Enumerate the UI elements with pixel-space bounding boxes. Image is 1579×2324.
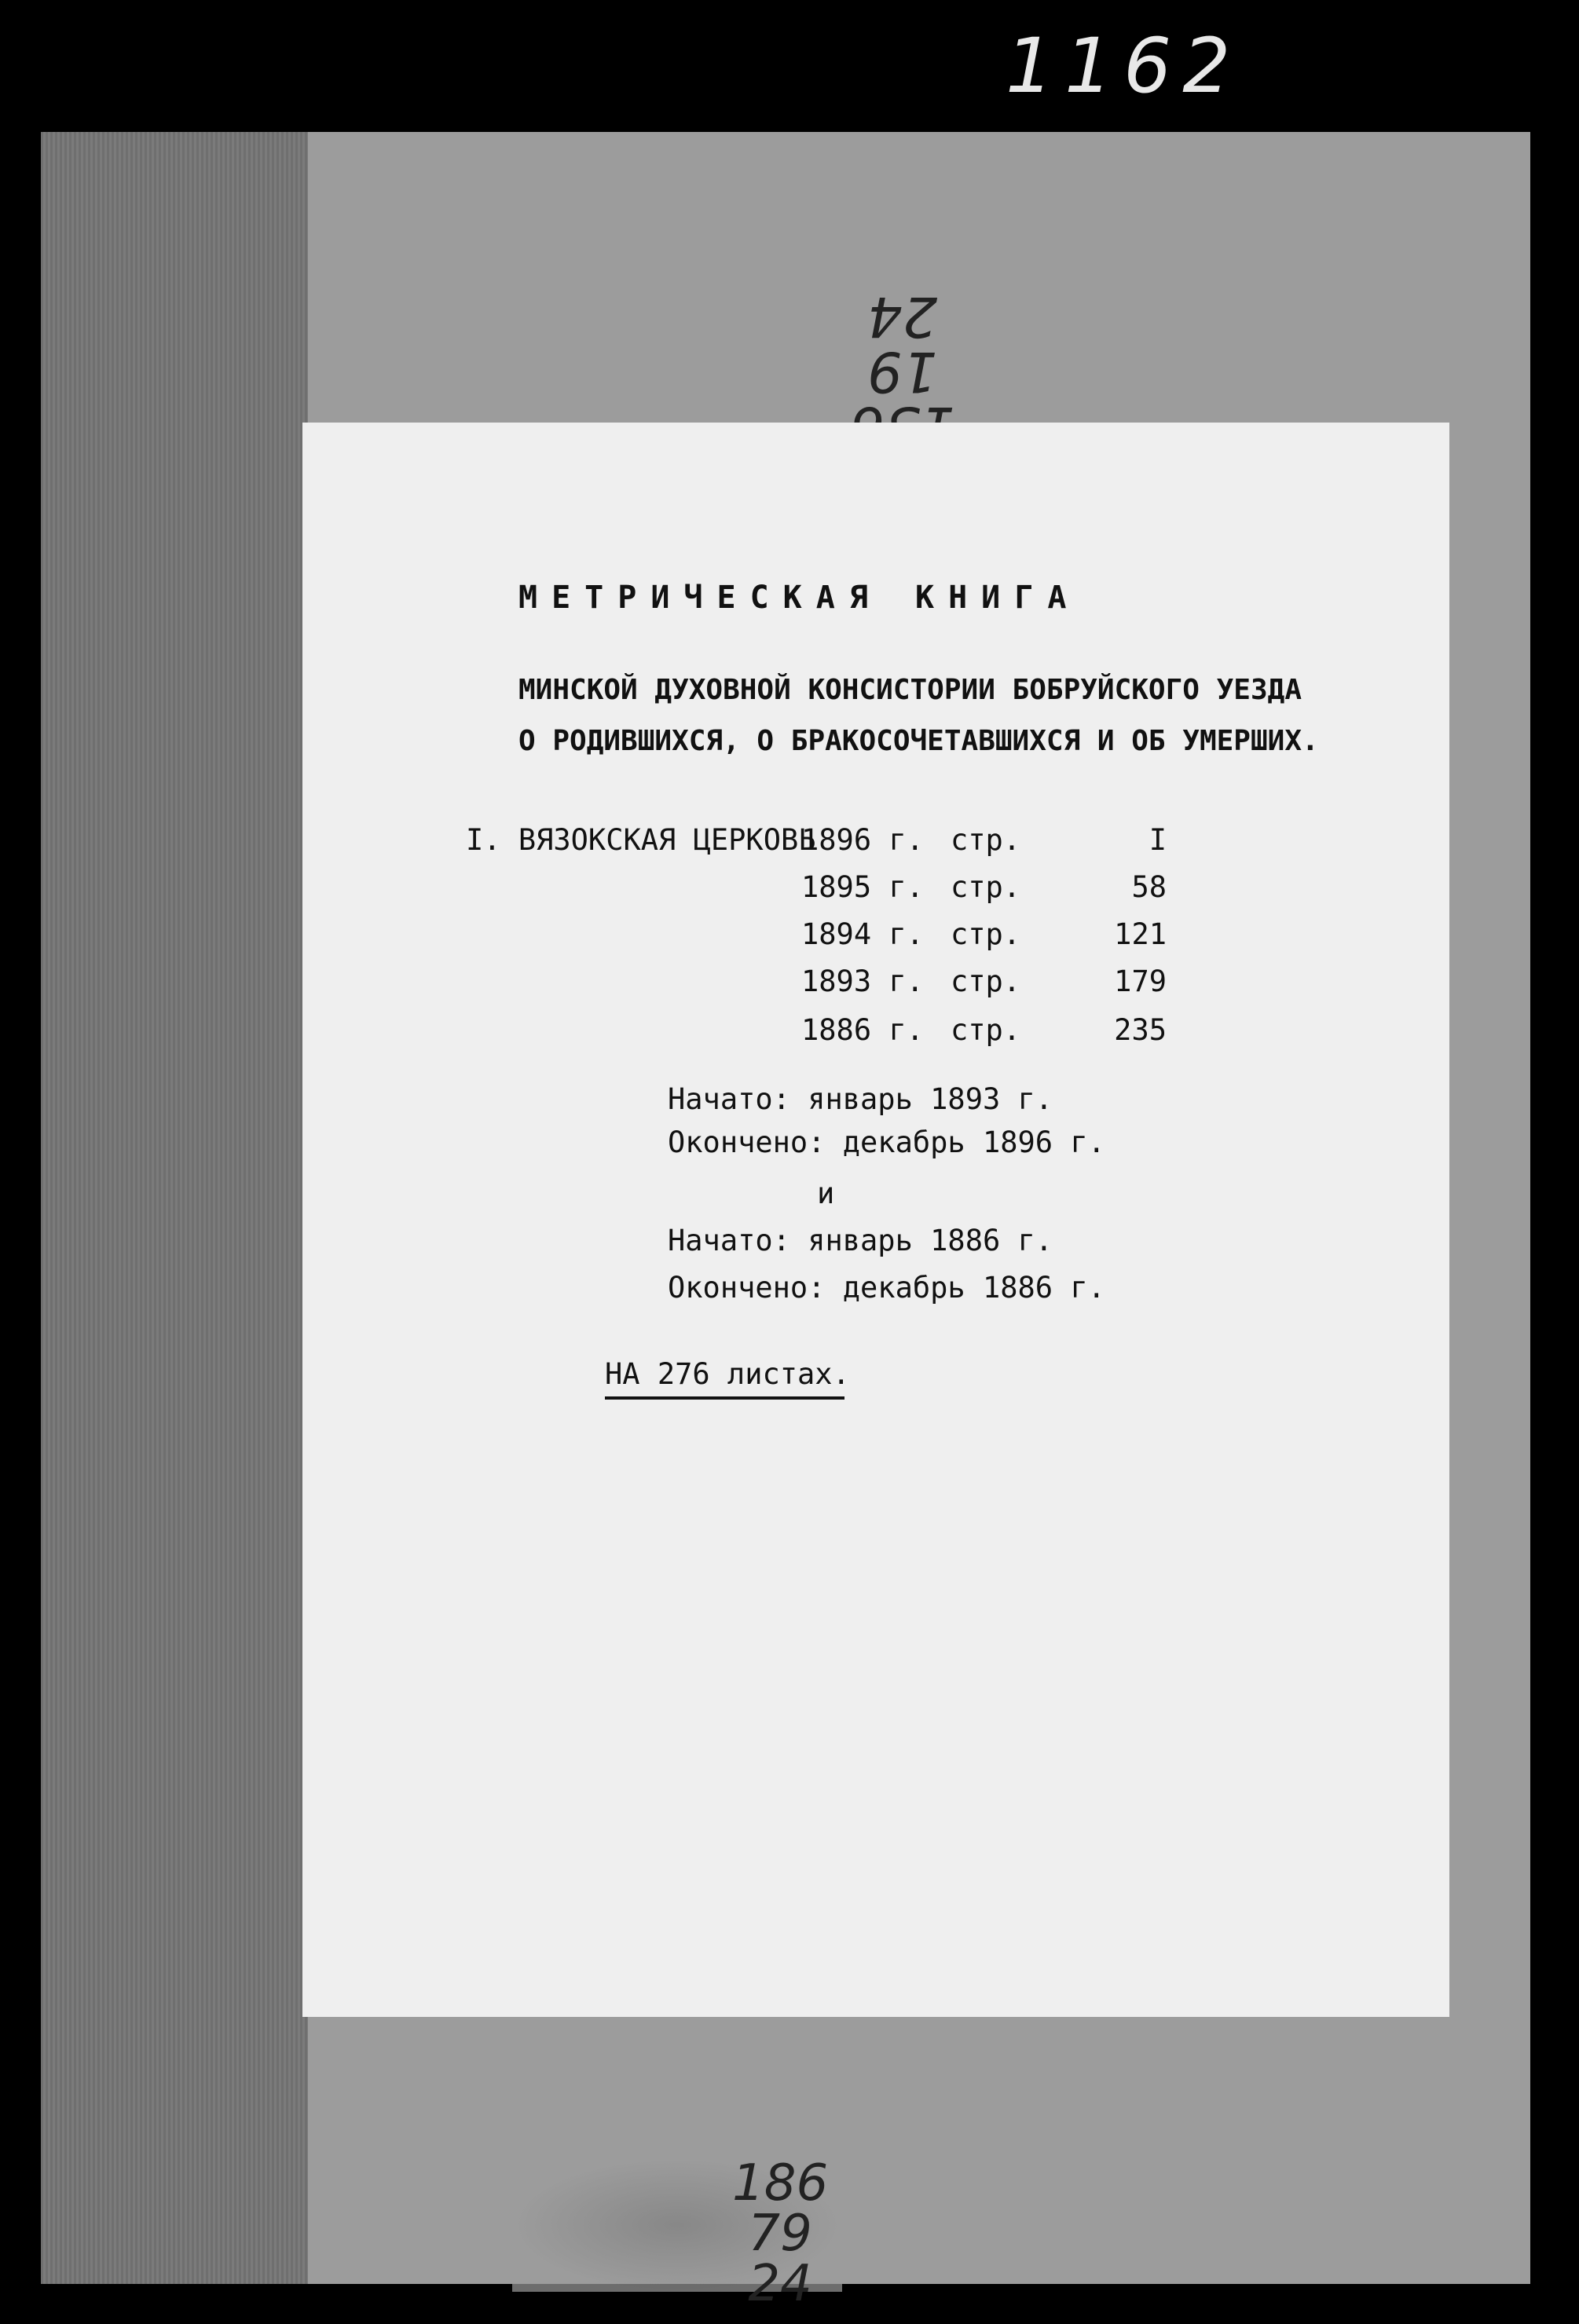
entry-page-label: стр. — [951, 870, 1021, 904]
conjunction: и — [817, 1177, 835, 1210]
period2-start: Начато: январь 1886 г. — [668, 1224, 1053, 1257]
period1-start: Начато: январь 1893 г. — [668, 1082, 1053, 1116]
sheets-underline — [605, 1396, 844, 1400]
entry-page-label: стр. — [951, 823, 1021, 857]
document-title: МЕТРИЧЕСКАЯ КНИГА — [518, 580, 1081, 616]
entry-year: 1896 г. — [801, 823, 924, 857]
entry-year: 1894 г. — [801, 917, 924, 951]
title-sheet — [302, 423, 1449, 2017]
entry-year: 1893 г. — [801, 964, 924, 998]
entry-page: I — [1149, 823, 1167, 857]
entry-page-label: стр. — [951, 1013, 1021, 1047]
period2-end: Окончено: декабрь 1886 г. — [668, 1271, 1105, 1305]
document-subtitle-line2: О РОДИВШИХСЯ, О БРАКОСОЧЕТАВШИХСЯ И ОБ УМЕРШИХ. — [518, 725, 1319, 757]
sheets-count: НА 276 листах. — [605, 1357, 850, 1391]
entry-page: 58 — [1131, 870, 1167, 904]
entry-page: 121 — [1114, 917, 1167, 951]
handwritten-note-top: 19 24 — [867, 284, 938, 404]
church-label: I. ВЯЗОКСКАЯ ЦЕРКОВЬ — [466, 823, 816, 857]
document-subtitle-line1: МИНСКОЙ ДУХОВНОЙ КОНСИСТОРИИ БОБРУЙСКОГО УЕЗДА — [518, 674, 1302, 706]
entry-year: 1895 г. — [801, 870, 924, 904]
entry-page: 235 — [1114, 1013, 1167, 1047]
handwritten-note-bottom: 186 79 24 — [732, 2154, 829, 2313]
entry-page-label: стр. — [951, 964, 1021, 998]
entry-page: 179 — [1114, 964, 1167, 998]
entry-year: 1886 г. — [801, 1013, 924, 1047]
archive-number: 1162 — [1006, 22, 1242, 110]
entry-page-label: стр. — [951, 917, 1021, 951]
period1-end: Окончено: декабрь 1896 г. — [668, 1125, 1105, 1159]
folder-spine — [41, 132, 308, 2284]
